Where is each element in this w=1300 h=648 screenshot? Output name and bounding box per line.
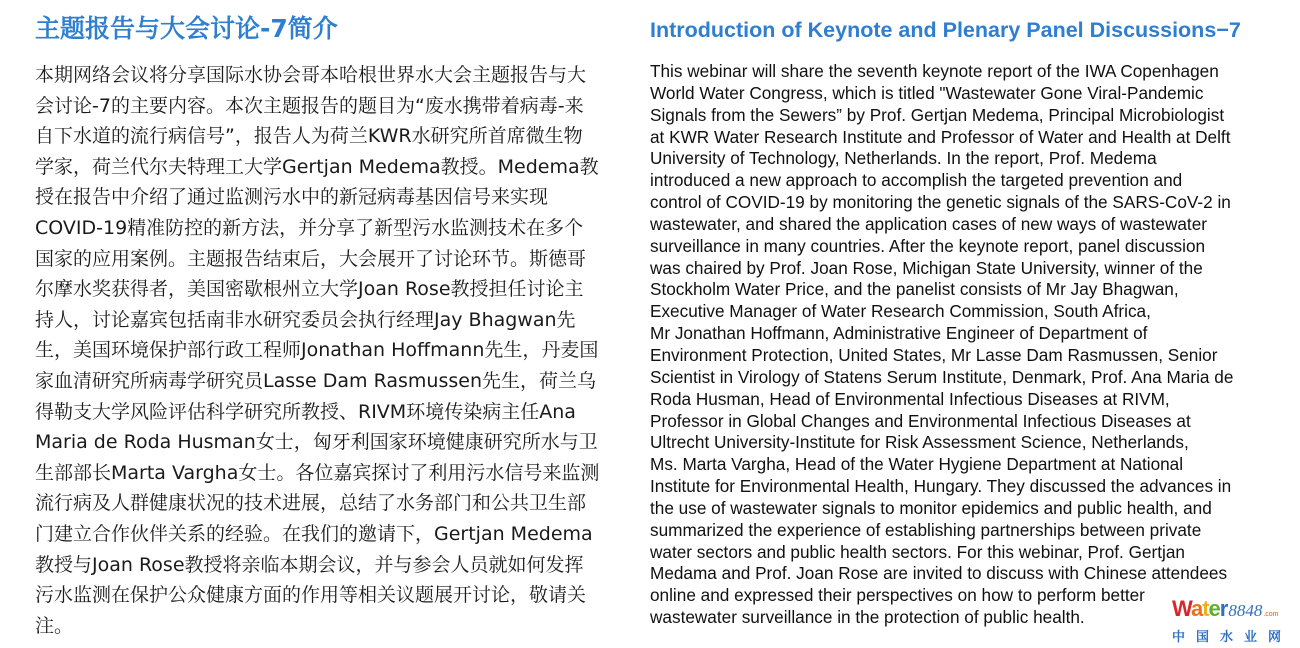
paragraph-line: 教授与Joan Rose教授将亲临本期会议，并与参会人员就如何发挥 xyxy=(35,553,584,576)
paragraph-line: summarized the experience of establishing partnerships between private xyxy=(650,519,1202,540)
logo-domain-suffix: .com xyxy=(1263,611,1279,618)
paragraph-line: 得勒支大学风险评估科学研究所教授、RIVM环境传染病主任Ana xyxy=(35,400,576,423)
paragraph-line: 国家的应用案例。主题报告结束后，大会展开了讨论环节。斯德哥 xyxy=(35,247,587,270)
logo-letter: r xyxy=(1219,596,1228,621)
paragraph-line: Stockholm Water Price, and the panelist consists of Mr Jay Bhagwan, xyxy=(650,279,1179,300)
paragraph-line: water sectors and public health sectors. For this webinar, Prof. Gertjan xyxy=(650,541,1185,562)
paragraph-line: 会讨论-7的主要内容。本次主题报告的题目为“废水携带着病毒-来 xyxy=(35,94,584,117)
paragraph-line: World Water Congress, which is titled "Wastewater Gone Viral-Pandemic xyxy=(650,82,1204,103)
logo-number: 8848 xyxy=(1228,601,1263,620)
paragraph-line: 本期网络会议将分享国际水协会哥本哈根世界水大会主题报告与大 xyxy=(35,64,587,86)
paragraph-line: 生，美国环境保护部行政工程师Jonathan Hoffmann先生，丹麦国 xyxy=(35,339,599,362)
paragraph-line: the use of wastewater signals to monitor epidemics and public health, and xyxy=(650,497,1212,518)
paragraph-line: introduced a new approach to accomplish the targeted prevention and xyxy=(650,170,1183,191)
paragraph-line: Institute for Environmental Health, Hungary. They discussed the advances in xyxy=(650,476,1232,497)
paragraph-line: COVID-19精准防控的新方法，并分享了新型污水监测技术在多个 xyxy=(35,216,584,239)
paragraph-line: 注。 xyxy=(35,614,74,637)
chinese-section xyxy=(35,12,635,641)
paragraph-line: 授在报告中介绍了通过监测污水中的新冠病毒基因信号来实现 xyxy=(35,186,549,209)
paragraph-line: 尔摩水奖获得者，美国密歇根州立大学Joan Rose教授担任讨论主 xyxy=(35,278,584,301)
paragraph-line: Medama and Prof. Joan Rose are invited to discuss with Chinese attendees xyxy=(650,563,1228,584)
english-title: Introduction of Keynote and Plenary Panel Discussions−7 xyxy=(650,18,1241,42)
paragraph-line: Executive Manager of Water Research Commission, South Africa, xyxy=(650,301,1151,322)
logo-wordmark xyxy=(1172,598,1297,626)
paragraph-line: 生部部长Marta Vargha女士。各位嘉宾探讨了利用污水信号来监测 xyxy=(35,461,600,484)
paragraph-line: Maria de Roda Husman女士，匈牙利国家环境健康研究所水与卫 xyxy=(35,431,598,454)
paragraph-line: 污水监测在保护公众健康方面的作用等相关议题展开讨论，敬请关 xyxy=(35,584,587,607)
water8848-logo xyxy=(1172,598,1297,643)
paragraph-line: online and expressed their perspectives on how to perform better xyxy=(650,585,1145,606)
paragraph-line: was chaired by Prof. Joan Rose, Michigan State University, winner of the xyxy=(650,257,1203,278)
paragraph-line: This webinar will share the seventh keynote report of the IWA Copenhagen xyxy=(650,61,1219,81)
paragraph-line: 流行病及人群健康状况的技术进展，总结了水务部门和公共卫生部 xyxy=(35,492,587,515)
paragraph-line: 持人，讨论嘉宾包括南非水研究委员会执行经理Jay Bhagwan先 xyxy=(35,308,576,331)
paragraph-line: at KWR Water Research Institute and Professor of Water and Health at Delft xyxy=(650,126,1231,147)
paragraph-line: 门建立合作伙伴关系的经验。在我们的邀请下，Gertjan Medema xyxy=(35,522,593,545)
paragraph-line: 家血清研究所病毒学研究员Lasse Dam Rasmussen先生，荷兰乌 xyxy=(35,369,596,392)
paragraph-line: Professor in Global Changes and Environmental Infectious Diseases at xyxy=(650,410,1191,431)
english-section xyxy=(650,14,1280,629)
logo-subtitle: 中国水业网 xyxy=(1172,630,1293,645)
paragraph-line: surveillance in many countries. After the keynote report, panel discussion xyxy=(650,235,1206,256)
paragraph-line: Ultrecht University-Institute for Risk Assessment Science, Netherlands, xyxy=(650,432,1189,453)
paragraph-line: Mr Jonathan Hoffmann, Administrative Engineer of Department of xyxy=(650,323,1148,344)
chinese-title: 主题报告与大会讨论-7简介 xyxy=(35,14,338,43)
paragraph-line: wastewater surveillance in the protection of public health. xyxy=(650,607,1085,628)
paragraph-line: Environment Protection, United States, Mr Lasse Dam Rasmussen, Senior xyxy=(650,344,1218,365)
paragraph-line: Roda Husman, Head of Environmental Infectious Diseases at RIVM, xyxy=(650,388,1170,409)
logo-water-word xyxy=(1172,598,1227,620)
paragraph-line: University of Technology, Netherlands. In the report, Prof. Medema xyxy=(650,148,1157,169)
logo-letter: W xyxy=(1172,596,1191,621)
paragraph-line: 学家，荷兰代尔夫特理工大学Gertjan Medema教授。Medema教 xyxy=(35,155,599,178)
logo-letter: a xyxy=(1190,596,1203,621)
paragraph-line: wastewater, and shared the application cases of new ways of wastewater xyxy=(650,213,1207,234)
logo-letter: t xyxy=(1202,596,1209,621)
paragraph-line: control of COVID-19 by monitoring the genetic signals of the SARS-CoV-2 in xyxy=(650,192,1231,213)
paragraph-line: Scientist in Virology of Statens Serum Institute, Denmark, Prof. Ana Maria de xyxy=(650,366,1234,387)
logo-letter: e xyxy=(1208,596,1220,621)
chinese-body xyxy=(35,60,635,641)
paragraph-line: 自下水道的流行病信号”，报告人为荷兰KWR水研究所首席微生物 xyxy=(35,125,583,148)
paragraph-line: Ms. Marta Vargha, Head of the Water Hygiene Department at National xyxy=(650,454,1184,475)
english-body xyxy=(650,61,1280,629)
paragraph-line: Signals from the Sewers” by Prof. Gertjan Medema, Principal Microbiologist xyxy=(650,104,1225,125)
